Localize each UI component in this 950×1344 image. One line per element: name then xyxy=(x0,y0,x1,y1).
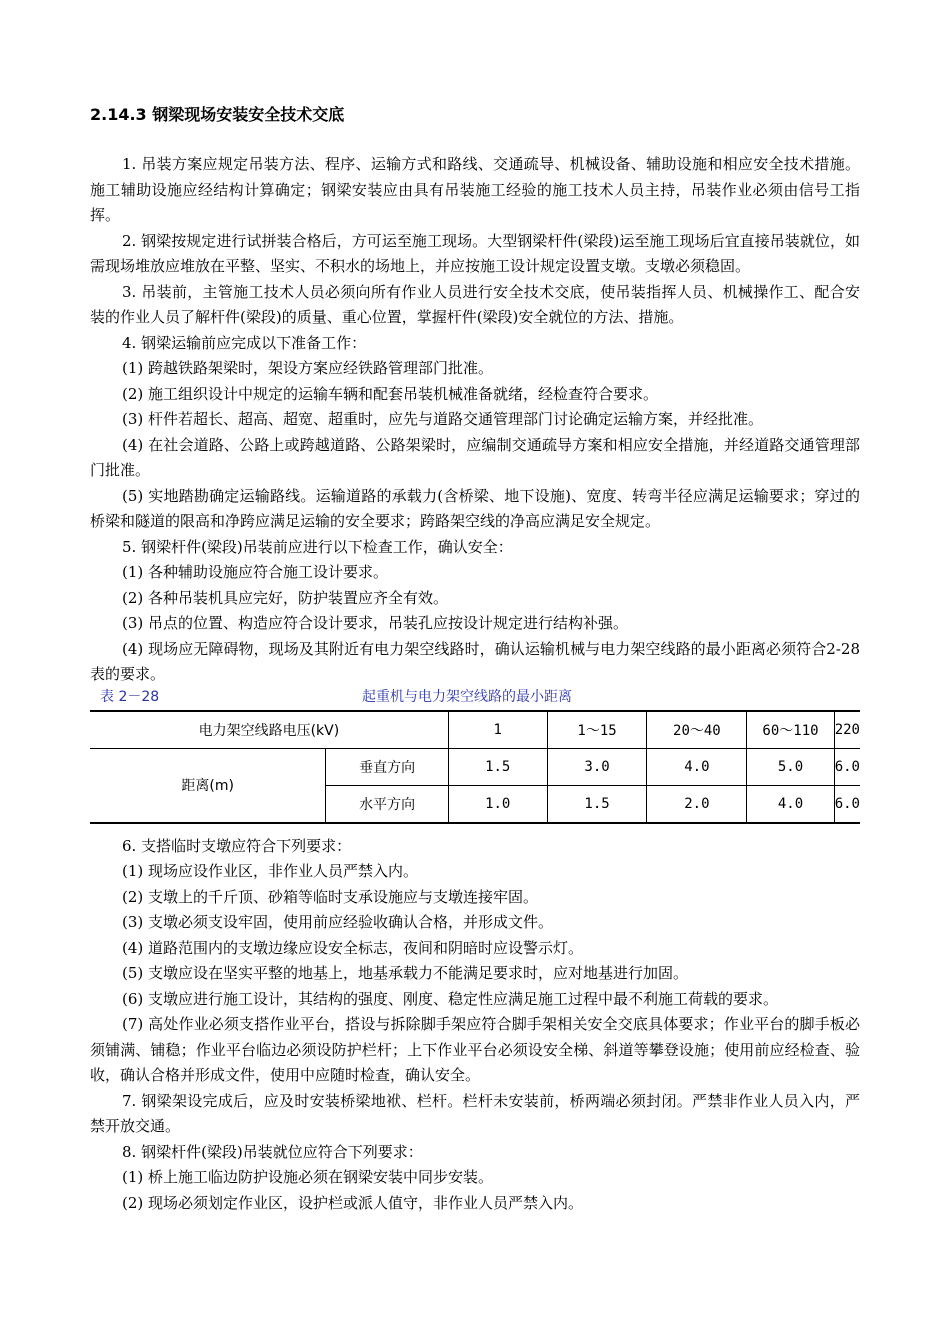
paragraph: (4) 在社会道路、公路上或跨越道路、公路架梁时，应编制交通疏导方案和相应安全措施，并经道路交通管理部门批准。 xyxy=(90,435,860,479)
paragraph: (1) 各种辅助设施应符合施工设计要求。 xyxy=(122,563,389,581)
paragraph: 8. 钢梁杆件(梁段)吊装就位应符合下列要求： xyxy=(122,1142,423,1161)
paragraph: (3) 吊点的位置、构造应符合设计要求，吊装孔应按设计规定进行结构补强。 xyxy=(122,614,629,632)
voltage-cell: 1～15 xyxy=(547,711,647,749)
row-label: 垂直方向 xyxy=(326,748,448,785)
table-number: 表 2－28 xyxy=(100,688,160,705)
paragraph: (5) 实地踏勘确定运输路线。运输道路的承载力(含桥梁、地下设施)、宽度、转弯半径应满足运输要求；穿过的桥梁和隧道的限高和净跨应满足运输的安全要求；跨路架空线的净高应满足安全规定。 xyxy=(90,486,860,530)
paragraph: (4) 现场应无障碍物，现场及其附近有电力架空线路时，确认运输机械与电力架空线路的最小距离必须符合2-28表的要求。 xyxy=(90,639,860,683)
table-header-row xyxy=(90,711,860,749)
value-cell: 1.5 xyxy=(448,748,547,785)
value-cell: 1.0 xyxy=(448,785,547,823)
value-cell: 3.0 xyxy=(547,748,647,785)
paragraph: 6. 支搭临时支墩应符合下列要求： xyxy=(122,836,352,855)
paragraph: 3. 吊装前，主管施工技术人员必须向所有作业人员进行安全技术交底，使吊装指挥人员、机械操作工、配合安装的作业人员了解杆件(梁段)的质量、重心位置，掌握杆件(梁段)安全就位的方法、措施。 xyxy=(90,282,860,326)
table-caption-row xyxy=(90,688,860,710)
value-cell: 4.0 xyxy=(647,748,747,785)
paragraph: 4. 钢梁运输前应完成以下准备工作： xyxy=(122,333,367,352)
paragraph: (1) 跨越铁路架梁时，架设方案应经铁路管理部门批准。 xyxy=(122,359,494,377)
voltage-cell: 20～40 xyxy=(647,711,747,749)
paragraph: 7. 钢梁架设完成后，应及时安装桥梁地袱、栏杆。栏杆未安装前，桥两端必须封闭。严禁非作业人员入内，严禁开放交通。 xyxy=(90,1091,860,1135)
paragraph: (6) 支墩应进行施工设计，其结构的强度、刚度、稳定性应满足施工过程中最不利施工荷载的要求。 xyxy=(122,989,779,1008)
paragraph: 2. 钢梁按规定进行试拼装合格后，方可运至施工现场。大型钢梁杆件(梁段)运至施工现场后宜直接吊装就位，如需现场堆放应堆放在平整、坚实、不积水的场地上，并应按施工设计规定设置支墩。支墩必须稳固。 xyxy=(90,231,860,275)
value-cell: 5.0 xyxy=(747,748,834,785)
table-row xyxy=(90,748,860,785)
paragraph: (5) 支墩应设在坚实平整的地基上，地基承载力不能满足要求时，应对地基进行加固。 xyxy=(122,964,689,982)
paragraph: 5. 钢梁杆件(梁段)吊装前应进行以下检查工作，确认安全： xyxy=(122,537,513,556)
voltage-cell: 220 xyxy=(834,711,860,749)
document-page xyxy=(90,96,860,1216)
paragraph: (1) 桥上施工临边防护设施必须在钢梁安装中同步安装。 xyxy=(122,1168,494,1186)
paragraph: (3) 杆件若超长、超高、超宽、超重时，应先与道路交通管理部门讨论确定运输方案，并经批准。 xyxy=(122,410,764,428)
voltage-cell: 60～110 xyxy=(747,711,834,749)
paragraphs-top xyxy=(90,152,860,688)
paragraphs-bottom xyxy=(90,834,860,1217)
value-cell: 6.0 xyxy=(834,748,860,785)
row-label: 水平方向 xyxy=(326,785,448,823)
section-title: 2.14.3 钢梁现场安装安全技术交底 xyxy=(90,105,345,124)
value-cell: 1.5 xyxy=(547,785,647,823)
value-cell: 2.0 xyxy=(647,785,747,823)
value-cell: 4.0 xyxy=(747,785,834,823)
paragraph: (1) 现场应设作业区，非作业人员严禁入内。 xyxy=(122,862,419,880)
table-caption: 起重机与电力架空线路的最小距离 xyxy=(362,688,572,705)
paragraph: (2) 支墩上的千斤顶、砂箱等临时支承设施应与支墩连接牢固。 xyxy=(122,887,539,906)
paragraph: (2) 施工组织设计中规定的运输车辆和配套吊装机械准备就绪，经检查符合要求。 xyxy=(122,384,659,403)
paragraph: (2) 现场必须划定作业区，设护栏或派人值守，非作业人员严禁入内。 xyxy=(122,1193,584,1212)
paragraph: 1. 吊装方案应规定吊装方法、程序、运输方式和路线、交通疏导、机械设备、辅助设施和相应安全技术措施。施工辅助设施应经结构计算确定；钢梁安装应由具有吊装施工经验的施工技术人员主持，吊装作业必须由信号工指挥。 xyxy=(90,155,860,224)
header-label: 电力架空线路电压(kV) xyxy=(90,711,448,749)
distance-table xyxy=(90,710,860,824)
value-cell: 6.0 xyxy=(834,785,860,823)
paragraph: (7) 高处作业必须支搭作业平台，搭设与拆除脚手架应符合脚手架相关安全交底具体要求；作业平台的脚手板必须铺满、铺稳；作业平台临边必须设防护栏杆；上下作业平台必须设安全梯、斜道等攀登设施；使用前应经检查、验收，确认合格并形成文件，使用中应随时检查，确认安全。 xyxy=(90,1015,860,1084)
row-group-label: 距离(m) xyxy=(90,748,326,823)
paragraph: (3) 支墩必须支设牢固，使用前应经验收确认合格，并形成文件。 xyxy=(122,913,554,931)
voltage-cell: 1 xyxy=(448,711,547,749)
paragraph: (4) 道路范围内的支墩边缘应设安全标志，夜间和阴暗时应设警示灯。 xyxy=(122,938,584,957)
paragraph: (2) 各种吊装机具应完好，防护装置应齐全有效。 xyxy=(122,588,449,607)
